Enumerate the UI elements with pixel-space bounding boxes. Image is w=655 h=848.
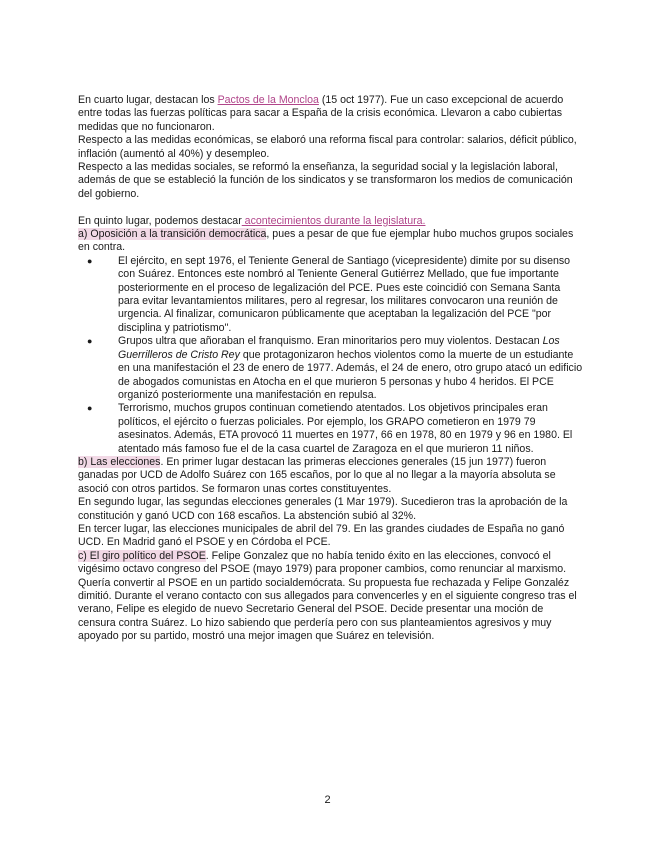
list-item [87,402,583,456]
bullet-icon: ● [87,255,93,266]
section-c [78,550,583,644]
italic-group-name: Los Guerrilleros de Cristo Rey [118,335,560,361]
section-a-heading: a) Oposición a la transición democrática [78,228,267,241]
list-item [87,254,583,335]
blank-line [78,201,583,214]
paragraph-economic-measures: Respecto a las medidas económicas, se elaboró una reforma fiscal para controlar: salarios, déficit público, inflación (aumentó al 40%) y desempleo. [78,134,577,160]
paragraph-events-intro [78,215,583,228]
link-pactos-moncloa[interactable]: Pactos de la Moncloa [217,94,319,106]
bullet-list [78,255,583,456]
paragraph-text: . En primer lugar destacan las primeras elecciones generales (15 jun 1977) fueron ganadas por UCD de Adolfo Suárez con 165 escaños, por lo que al no llegar a la mayoría absoluta se asoció con otros partidos. Se formaron unas cortes constituyentes. [78,455,556,495]
list-item-text: El ejército, en sept 1976, el Teniente General de Santiago (vicepresidente) dimite por su disenso con Suárez. Entonces este nombró al Teniente General Gutiérrez Mellado, que fue importante posteriormente en el proceso de legalización del PCE. Pues este coincidió con Semana Santa para evitar levantamientos militares, pero al regresar, los militares convocaron una reunión de urgencia. Al finalizar, comunicaron públicamente que aceptaban la legalización del PCE "por disciplina y patriotismo". [118,254,571,334]
paragraph-text: , pues a pesar de que fue ejemplar hubo muchos grupos sociales en contra. [78,228,574,254]
page-number: 2 [324,794,331,806]
document-body [78,94,583,644]
paragraph-text: En cuarto lugar, destacan los [78,94,218,106]
section-b-heading: b) Las elecciones [78,455,161,468]
link-acontecimientos[interactable]: acontecimientos durante la legislatura. [241,214,426,227]
paragraph-municipal-elections: En tercer lugar, las elecciones municipales de abril del 79. En las grandes ciudades de España no ganó UCD. En Madrid ganó el PSOE y en Córdoba el PCE. [78,522,565,549]
paragraph-text: (15 oct 1977). Fue un caso excepcional de acuerdo entre todas las fuerzas políticas para sacar a España de la crisis económica. Llevaron a cabo cubiertas medidas que no funcionaron. [78,94,564,133]
paragraph-second-elections: En segundo lugar, las segundas elecciones generales (1 Mar 1979). Sucedieron tras la aprobación de la constitución y ganó UCD con 168 escaños. La abstención subió al 32%. [78,496,568,522]
paragraph-pactos [78,94,583,134]
list-item [87,335,583,402]
bullet-icon: ● [87,403,93,414]
list-item-text: que protagonizaron hechos violentos como la muerte de un estudiante en una manifestación el 23 de enero de 1977. Además, el 24 de enero, otro grupo atacó un edificio de abogados comunistas en Atocha en el que murieron 5 personas y hubo 4 heridos. El PCE organizó posteriormente una manifestación en repulsa. [118,348,583,401]
section-a [78,228,583,255]
list-item-text: Terrorismo, muchos grupos continuan cometiendo atentados. Los objetivos principales eran políticos, el ejército o fuerzas policiales. Por ejemplo, los GRAPO cometieron en 1979 79 asesinatos. Además, ETA provocó 11 muertes en 1977, 66 en 1978, 80 en 1979 y 96 en 1980. El atentado más famoso fue el de la casa cuartel de Zaragoza en el que murieron 11 niños. [118,402,573,455]
list-item-text: Grupos ultra que añoraban el franquismo. Eran minoritarios pero muy violentos. Destacan [118,335,543,348]
section-c-heading: c) El giro político del PSOE [78,549,206,562]
paragraph-social-measures: Respecto a las medidas sociales, se reformó la enseñanza, la seguridad social y la legislación laboral, además de que se estableció la función de los sindicatos y se transformaron los medios de comunicación del gobierno. [78,161,573,200]
paragraph-text: En quinto lugar, podemos destacar [78,214,242,227]
paragraph-text: . Felipe Gonzalez que no había tenido éxito en las elecciones, convocó el vigésimo octavo congreso del PSOE (mayo 1979) para proponer cambios, como renunciar al marxismo. Quería convertir al PSOE en un partido socialdemócrata. Su propuesta fue rechazada y Felipe Gonzaléz dimitió. Durante el verano contacto con sus allegados para convencerles y en el siguiente congreso tras el verano, Felipe es elegido de nuevo Secretario General del PSOE. Decide presentar una moción de censura contra Suárez. Lo hizo sabiendo que perdería pero con sus planteamientos agresivos y muy apoyado por su partido, mostró una mejor imagen que Suárez en televisión. [78,549,577,643]
bullet-icon: ● [87,336,93,347]
section-b [78,456,583,496]
